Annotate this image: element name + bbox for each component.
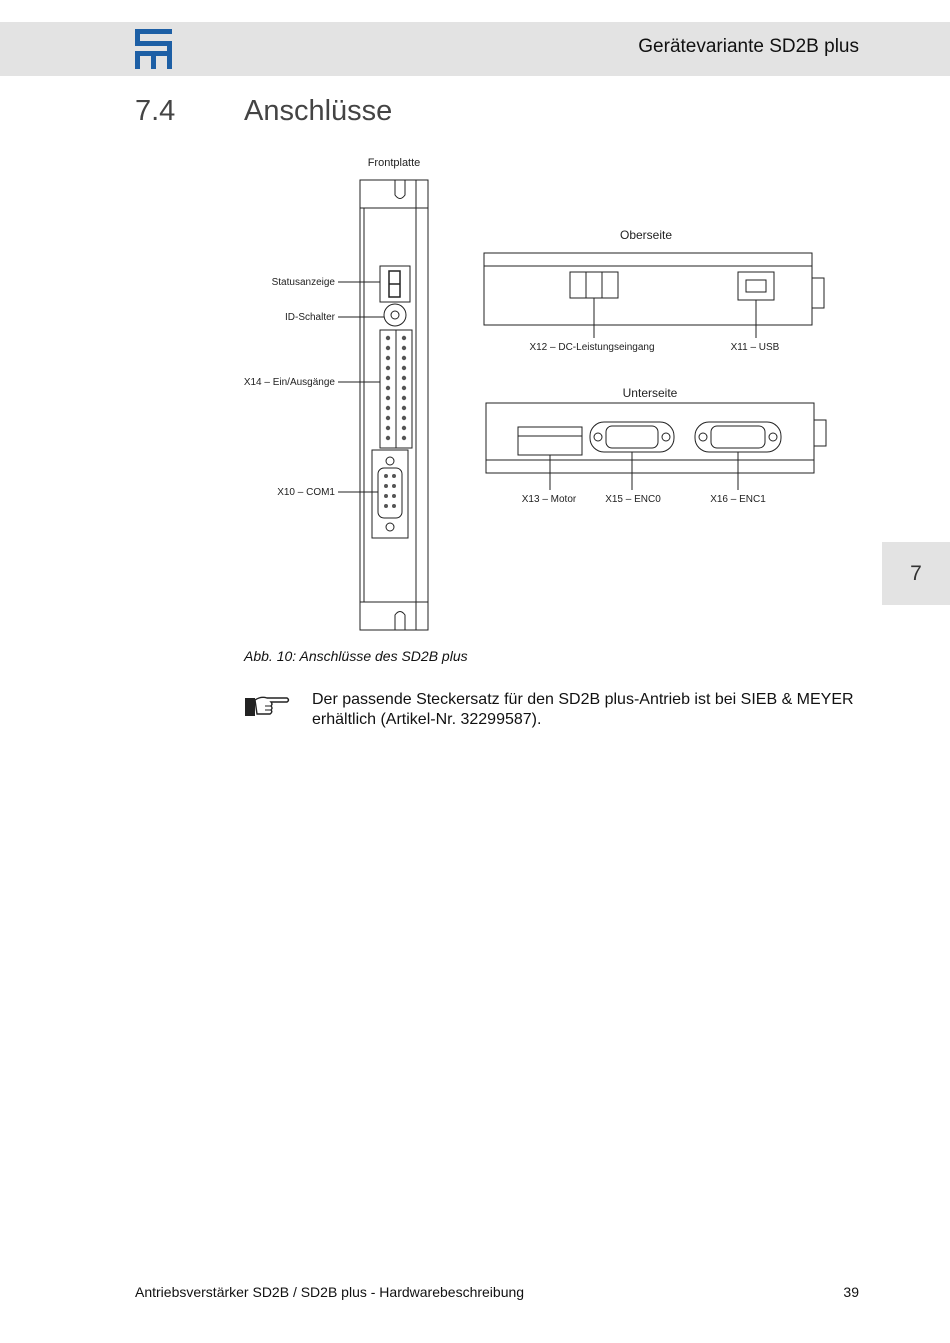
label-x12: X12 – DC-Leistungseingang <box>529 342 655 353</box>
connections-drawing <box>240 150 840 640</box>
chapter-tab: 7 <box>882 542 950 605</box>
section-title: Anschlüsse <box>244 95 393 127</box>
bottom-side-title: Unterseite <box>622 386 678 400</box>
section-number: 7.4 <box>135 95 176 127</box>
terminal-contacts <box>384 336 406 508</box>
top-side-drawing <box>484 253 824 338</box>
pointing-hand-icon <box>243 692 291 718</box>
front-panel-title: Frontplatte <box>367 157 421 169</box>
label-x11: X11 – USB <box>730 342 780 353</box>
top-side-title: Oberseite <box>619 228 673 242</box>
label-status: Statusanzeige <box>271 277 335 288</box>
connections-figure <box>240 150 840 640</box>
label-x13: X13 – Motor <box>521 494 577 505</box>
label-x15: X15 – ENC0 <box>605 494 661 505</box>
label-id-switch: ID-Schalter <box>284 312 335 323</box>
footer-title: Antriebsverstärker SD2B / SD2B plus - Hardwarebeschreibung <box>135 1284 525 1300</box>
header-title: Gerätevariante SD2B plus <box>638 36 859 57</box>
label-x10: X10 – COM1 <box>277 487 335 498</box>
note-text: Der passende Steckersatz für den SD2B plus-Antrieb ist bei SIEB & MEYER erhältlich (Artikel-Nr. 32299587). <box>312 691 854 728</box>
figure-caption: Abb. 10: Anschlüsse des SD2B plus <box>244 648 468 664</box>
label-x16: X16 – ENC1 <box>710 494 766 505</box>
label-x14: X14 – Ein/Ausgänge <box>243 377 335 388</box>
front-panel-drawing <box>338 180 428 630</box>
bottom-side-drawing <box>486 403 826 490</box>
company-logo-icon <box>135 29 172 69</box>
page-number: 39 <box>843 1284 859 1300</box>
